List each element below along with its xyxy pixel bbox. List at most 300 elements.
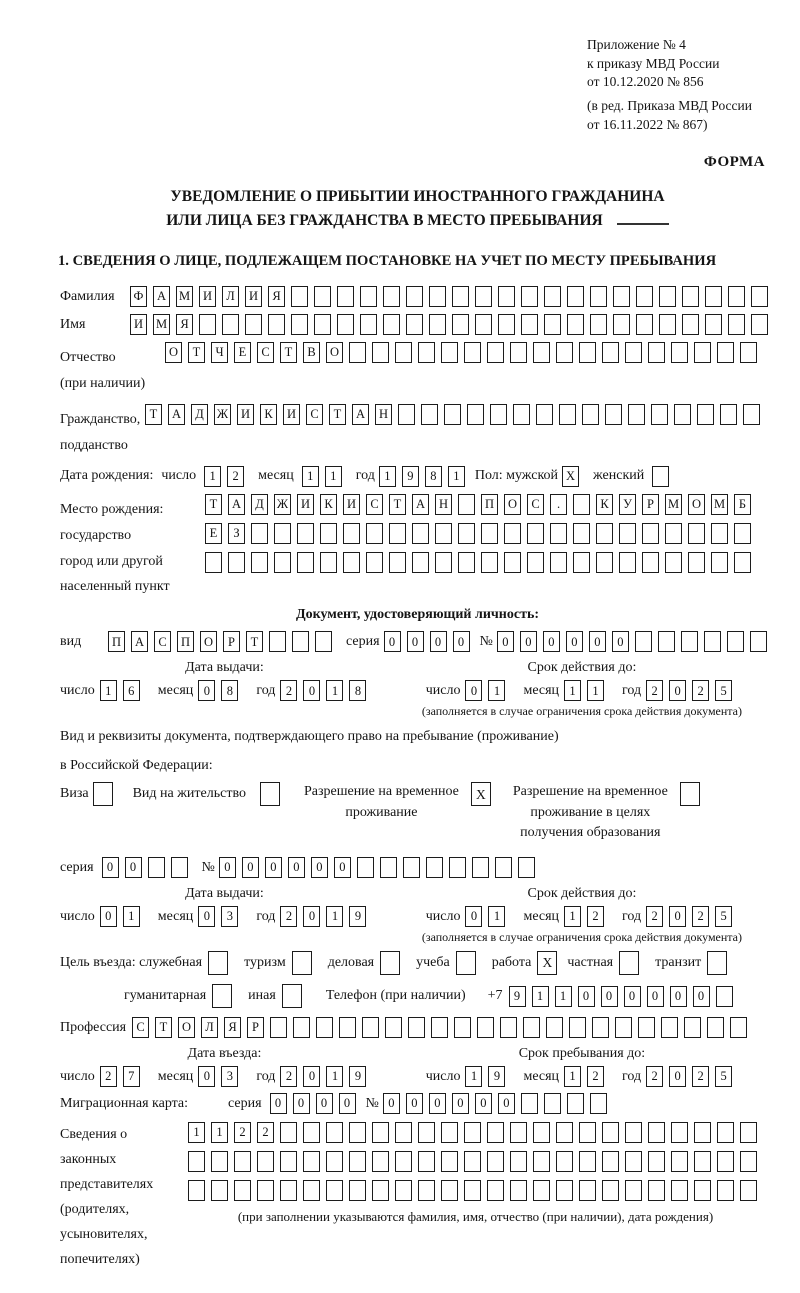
char-cell[interactable]: [536, 404, 553, 425]
char-cell[interactable]: А: [168, 404, 185, 425]
char-cell[interactable]: С: [257, 342, 274, 363]
char-cell[interactable]: 2: [234, 1122, 251, 1143]
char-cell[interactable]: [320, 523, 337, 544]
char-cell[interactable]: Т: [145, 404, 162, 425]
char-cell[interactable]: 2: [646, 906, 663, 927]
char-cell[interactable]: К: [596, 494, 613, 515]
char-cell[interactable]: [556, 1180, 573, 1201]
char-cell[interactable]: [343, 523, 360, 544]
char-cell[interactable]: Ж: [274, 494, 291, 515]
char-cell[interactable]: [527, 523, 544, 544]
char-cell[interactable]: [533, 1122, 550, 1143]
char-cell[interactable]: [625, 1122, 642, 1143]
char-cell[interactable]: [372, 1180, 389, 1201]
char-cell[interactable]: Я: [224, 1017, 241, 1038]
char-cell[interactable]: 0: [693, 986, 710, 1007]
char-cell[interactable]: [234, 1151, 251, 1172]
char-cell[interactable]: [270, 1017, 287, 1038]
char-cell[interactable]: 0: [334, 857, 351, 878]
char-cell[interactable]: [590, 286, 607, 307]
char-cell[interactable]: [343, 552, 360, 573]
char-cell[interactable]: 0: [452, 1093, 469, 1114]
char-cell[interactable]: 0: [303, 906, 320, 927]
char-cell[interactable]: [495, 857, 512, 878]
char-cell[interactable]: Т: [205, 494, 222, 515]
char-cell[interactable]: [550, 552, 567, 573]
char-cell[interactable]: 2: [280, 1066, 297, 1087]
char-cell[interactable]: [559, 404, 576, 425]
char-cell[interactable]: [682, 314, 699, 335]
char-cell[interactable]: 1: [123, 906, 140, 927]
char-cell[interactable]: [314, 286, 331, 307]
char-cell[interactable]: [349, 1180, 366, 1201]
char-cell[interactable]: 7: [123, 1066, 140, 1087]
char-cell[interactable]: 1: [564, 1066, 581, 1087]
char-cell[interactable]: 0: [465, 680, 482, 701]
char-cell[interactable]: Т: [246, 631, 263, 652]
char-cell[interactable]: Ж: [214, 404, 231, 425]
char-cell[interactable]: П: [177, 631, 194, 652]
char-cell[interactable]: 0: [265, 857, 282, 878]
char-cell[interactable]: 2: [692, 680, 709, 701]
char-cell[interactable]: [619, 951, 639, 975]
char-cell[interactable]: 0: [624, 986, 641, 1007]
char-cell[interactable]: 1: [448, 466, 465, 487]
char-cell[interactable]: [418, 1122, 435, 1143]
char-cell[interactable]: [619, 523, 636, 544]
char-cell[interactable]: [533, 1180, 550, 1201]
char-cell[interactable]: [648, 1180, 665, 1201]
char-cell[interactable]: [605, 404, 622, 425]
char-cell[interactable]: [728, 314, 745, 335]
char-cell[interactable]: А: [131, 631, 148, 652]
char-cell[interactable]: 2: [227, 466, 244, 487]
char-cell[interactable]: [395, 1151, 412, 1172]
char-cell[interactable]: [398, 404, 415, 425]
char-cell[interactable]: 2: [587, 906, 604, 927]
char-cell[interactable]: Т: [155, 1017, 172, 1038]
char-cell[interactable]: [638, 1017, 655, 1038]
char-cell[interactable]: [291, 314, 308, 335]
char-cell[interactable]: И: [245, 286, 262, 307]
char-cell[interactable]: [671, 1180, 688, 1201]
char-cell[interactable]: [648, 1122, 665, 1143]
char-cell[interactable]: [297, 523, 314, 544]
char-cell[interactable]: 1: [211, 1122, 228, 1143]
char-cell[interactable]: [389, 552, 406, 573]
char-cell[interactable]: А: [228, 494, 245, 515]
char-cell[interactable]: 1: [564, 680, 581, 701]
char-cell[interactable]: 2: [280, 680, 297, 701]
char-cell[interactable]: [684, 1017, 701, 1038]
char-cell[interactable]: [625, 1180, 642, 1201]
char-cell[interactable]: [688, 523, 705, 544]
char-cell[interactable]: [464, 1151, 481, 1172]
char-cell[interactable]: [510, 1151, 527, 1172]
char-cell[interactable]: [625, 342, 642, 363]
char-cell[interactable]: 0: [453, 631, 470, 652]
char-cell[interactable]: [199, 314, 216, 335]
char-cell[interactable]: [372, 1122, 389, 1143]
char-cell[interactable]: [697, 404, 714, 425]
char-cell[interactable]: [711, 552, 728, 573]
char-cell[interactable]: [349, 1151, 366, 1172]
char-cell[interactable]: 1: [488, 680, 505, 701]
char-cell[interactable]: [458, 552, 475, 573]
char-cell[interactable]: [680, 782, 700, 806]
char-cell[interactable]: 1: [587, 680, 604, 701]
char-cell[interactable]: [303, 1151, 320, 1172]
char-cell[interactable]: 0: [125, 857, 142, 878]
char-cell[interactable]: [707, 1017, 724, 1038]
char-cell[interactable]: [682, 286, 699, 307]
char-cell[interactable]: [431, 1017, 448, 1038]
char-cell[interactable]: [366, 523, 383, 544]
char-cell[interactable]: 2: [257, 1122, 274, 1143]
char-cell[interactable]: [458, 523, 475, 544]
char-cell[interactable]: Т: [188, 342, 205, 363]
char-cell[interactable]: [412, 552, 429, 573]
char-cell[interactable]: [658, 631, 675, 652]
char-cell[interactable]: [648, 342, 665, 363]
char-cell[interactable]: 1: [532, 986, 549, 1007]
char-cell[interactable]: Я: [268, 286, 285, 307]
char-cell[interactable]: 0: [498, 1093, 515, 1114]
char-cell[interactable]: [315, 631, 332, 652]
char-cell[interactable]: [251, 523, 268, 544]
char-cell[interactable]: С: [132, 1017, 149, 1038]
char-cell[interactable]: [326, 1122, 343, 1143]
char-cell[interactable]: [590, 1093, 607, 1114]
char-cell[interactable]: [727, 631, 744, 652]
char-cell[interactable]: [521, 1093, 538, 1114]
char-cell[interactable]: Ч: [211, 342, 228, 363]
char-cell[interactable]: О: [178, 1017, 195, 1038]
char-cell[interactable]: 3: [221, 906, 238, 927]
char-cell[interactable]: [544, 314, 561, 335]
char-cell[interactable]: 0: [589, 631, 606, 652]
char-cell[interactable]: [274, 552, 291, 573]
char-cell[interactable]: 1: [379, 466, 396, 487]
char-cell[interactable]: [339, 1017, 356, 1038]
char-cell[interactable]: Р: [223, 631, 240, 652]
char-cell[interactable]: [406, 314, 423, 335]
char-cell[interactable]: Д: [191, 404, 208, 425]
char-cell[interactable]: [734, 552, 751, 573]
char-cell[interactable]: 2: [280, 906, 297, 927]
char-cell[interactable]: [596, 552, 613, 573]
char-cell[interactable]: [481, 552, 498, 573]
char-cell[interactable]: 8: [349, 680, 366, 701]
char-cell[interactable]: [521, 286, 538, 307]
char-cell[interactable]: [717, 1122, 734, 1143]
char-cell[interactable]: [671, 1122, 688, 1143]
char-cell[interactable]: [441, 1122, 458, 1143]
char-cell[interactable]: [441, 1151, 458, 1172]
char-cell[interactable]: 8: [425, 466, 442, 487]
char-cell[interactable]: [510, 1180, 527, 1201]
char-cell[interactable]: [251, 552, 268, 573]
char-cell[interactable]: 3: [221, 1066, 238, 1087]
char-cell[interactable]: [314, 314, 331, 335]
char-cell[interactable]: [751, 286, 768, 307]
char-cell[interactable]: [613, 286, 630, 307]
char-cell[interactable]: С: [527, 494, 544, 515]
char-cell[interactable]: П: [481, 494, 498, 515]
char-cell[interactable]: 1: [326, 1066, 343, 1087]
char-cell[interactable]: 2: [692, 906, 709, 927]
char-cell[interactable]: [280, 1180, 297, 1201]
char-cell[interactable]: [740, 1180, 757, 1201]
char-cell[interactable]: [458, 494, 475, 515]
char-cell[interactable]: [292, 951, 312, 975]
char-cell[interactable]: 1: [100, 680, 117, 701]
char-cell[interactable]: [349, 342, 366, 363]
char-cell[interactable]: [518, 857, 535, 878]
char-cell[interactable]: Д: [251, 494, 268, 515]
char-cell[interactable]: 0: [303, 1066, 320, 1087]
char-cell[interactable]: 0: [407, 631, 424, 652]
char-cell[interactable]: [234, 1180, 251, 1201]
char-cell[interactable]: 8: [221, 680, 238, 701]
char-cell[interactable]: [661, 1017, 678, 1038]
char-cell[interactable]: [573, 552, 590, 573]
char-cell[interactable]: Е: [234, 342, 251, 363]
char-cell[interactable]: [556, 342, 573, 363]
char-cell[interactable]: Л: [222, 286, 239, 307]
char-cell[interactable]: [357, 857, 374, 878]
char-cell[interactable]: [625, 1151, 642, 1172]
char-cell[interactable]: [449, 857, 466, 878]
char-cell[interactable]: [435, 523, 452, 544]
char-cell[interactable]: Р: [642, 494, 659, 515]
char-cell[interactable]: [651, 404, 668, 425]
char-cell[interactable]: [513, 404, 530, 425]
char-cell[interactable]: 1: [488, 906, 505, 927]
char-cell[interactable]: 0: [102, 857, 119, 878]
char-cell[interactable]: [316, 1017, 333, 1038]
char-cell[interactable]: М: [153, 314, 170, 335]
char-cell[interactable]: 0: [669, 1066, 686, 1087]
char-cell[interactable]: [728, 286, 745, 307]
char-cell[interactable]: Е: [205, 523, 222, 544]
char-cell[interactable]: [498, 314, 515, 335]
char-cell[interactable]: 0: [429, 1093, 446, 1114]
char-cell[interactable]: 1: [555, 986, 572, 1007]
char-cell[interactable]: [665, 523, 682, 544]
char-cell[interactable]: 1: [564, 906, 581, 927]
char-cell[interactable]: 0: [270, 1093, 287, 1114]
char-cell[interactable]: 0: [520, 631, 537, 652]
char-cell[interactable]: И: [343, 494, 360, 515]
char-cell[interactable]: О: [165, 342, 182, 363]
char-cell[interactable]: [716, 986, 733, 1007]
char-cell[interactable]: [280, 1151, 297, 1172]
char-cell[interactable]: 0: [475, 1093, 492, 1114]
char-cell[interactable]: [596, 523, 613, 544]
char-cell[interactable]: [188, 1151, 205, 1172]
char-cell[interactable]: 0: [242, 857, 259, 878]
char-cell[interactable]: [694, 1122, 711, 1143]
char-cell[interactable]: О: [688, 494, 705, 515]
char-cell[interactable]: [380, 857, 397, 878]
char-cell[interactable]: [740, 1122, 757, 1143]
char-cell[interactable]: 0: [406, 1093, 423, 1114]
char-cell[interactable]: [659, 314, 676, 335]
char-cell[interactable]: [573, 523, 590, 544]
char-cell[interactable]: К: [320, 494, 337, 515]
char-cell[interactable]: [743, 404, 760, 425]
char-cell[interactable]: [395, 1122, 412, 1143]
char-cell[interactable]: [435, 552, 452, 573]
char-cell[interactable]: [734, 523, 751, 544]
char-cell[interactable]: [477, 1017, 494, 1038]
char-cell[interactable]: 5: [715, 906, 732, 927]
char-cell[interactable]: [395, 1180, 412, 1201]
char-cell[interactable]: 1: [465, 1066, 482, 1087]
char-cell[interactable]: [257, 1151, 274, 1172]
char-cell[interactable]: [222, 314, 239, 335]
char-cell[interactable]: 0: [383, 1093, 400, 1114]
char-cell[interactable]: 0: [430, 631, 447, 652]
char-cell[interactable]: [550, 523, 567, 544]
char-cell[interactable]: [297, 552, 314, 573]
char-cell[interactable]: 0: [543, 631, 560, 652]
char-cell[interactable]: [582, 404, 599, 425]
char-cell[interactable]: М: [711, 494, 728, 515]
char-cell[interactable]: [504, 523, 521, 544]
char-cell[interactable]: 0: [669, 680, 686, 701]
char-cell[interactable]: С: [306, 404, 323, 425]
char-cell[interactable]: [652, 466, 669, 487]
char-cell[interactable]: [228, 552, 245, 573]
char-cell[interactable]: [326, 1151, 343, 1172]
char-cell[interactable]: [659, 286, 676, 307]
char-cell[interactable]: [464, 342, 481, 363]
char-cell[interactable]: 2: [100, 1066, 117, 1087]
char-cell[interactable]: [573, 494, 590, 515]
char-cell[interactable]: [383, 314, 400, 335]
char-cell[interactable]: 9: [349, 1066, 366, 1087]
char-cell[interactable]: 1: [325, 466, 342, 487]
char-cell[interactable]: [291, 286, 308, 307]
char-cell[interactable]: [487, 1122, 504, 1143]
char-cell[interactable]: [212, 984, 232, 1008]
char-cell[interactable]: В: [303, 342, 320, 363]
char-cell[interactable]: [590, 314, 607, 335]
char-cell[interactable]: [642, 523, 659, 544]
char-cell[interactable]: [349, 1122, 366, 1143]
char-cell[interactable]: [452, 286, 469, 307]
char-cell[interactable]: Л: [201, 1017, 218, 1038]
char-cell[interactable]: [720, 404, 737, 425]
char-cell[interactable]: Ф: [130, 286, 147, 307]
char-cell[interactable]: [602, 1151, 619, 1172]
char-cell[interactable]: [636, 286, 653, 307]
char-cell[interactable]: [274, 523, 291, 544]
char-cell[interactable]: [360, 286, 377, 307]
char-cell[interactable]: [533, 1151, 550, 1172]
char-cell[interactable]: [464, 1180, 481, 1201]
char-cell[interactable]: 0: [198, 1066, 215, 1087]
char-cell[interactable]: О: [504, 494, 521, 515]
char-cell[interactable]: 1: [326, 906, 343, 927]
char-cell[interactable]: [205, 552, 222, 573]
char-cell[interactable]: [615, 1017, 632, 1038]
char-cell[interactable]: [521, 314, 538, 335]
char-cell[interactable]: [366, 552, 383, 573]
char-cell[interactable]: [546, 1017, 563, 1038]
char-cell[interactable]: [454, 1017, 471, 1038]
char-cell[interactable]: [648, 1151, 665, 1172]
char-cell[interactable]: А: [412, 494, 429, 515]
char-cell[interactable]: [635, 631, 652, 652]
char-cell[interactable]: [268, 314, 285, 335]
char-cell[interactable]: [717, 1151, 734, 1172]
char-cell[interactable]: [421, 404, 438, 425]
char-cell[interactable]: О: [326, 342, 343, 363]
char-cell[interactable]: 1: [188, 1122, 205, 1143]
char-cell[interactable]: 0: [465, 906, 482, 927]
char-cell[interactable]: [740, 1151, 757, 1172]
char-cell[interactable]: Б: [734, 494, 751, 515]
char-cell[interactable]: 0: [612, 631, 629, 652]
char-cell[interactable]: [380, 951, 400, 975]
char-cell[interactable]: [326, 1180, 343, 1201]
char-cell[interactable]: 9: [488, 1066, 505, 1087]
char-cell[interactable]: 0: [339, 1093, 356, 1114]
char-cell[interactable]: [740, 342, 757, 363]
char-cell[interactable]: 0: [293, 1093, 310, 1114]
char-cell[interactable]: [556, 1122, 573, 1143]
char-cell[interactable]: [303, 1180, 320, 1201]
char-cell[interactable]: [500, 1017, 517, 1038]
char-cell[interactable]: [320, 552, 337, 573]
char-cell[interactable]: 0: [198, 680, 215, 701]
char-cell[interactable]: [171, 857, 188, 878]
char-cell[interactable]: [475, 314, 492, 335]
char-cell[interactable]: [188, 1180, 205, 1201]
char-cell[interactable]: [642, 552, 659, 573]
char-cell[interactable]: 0: [669, 906, 686, 927]
char-cell[interactable]: [510, 1122, 527, 1143]
char-cell[interactable]: Я: [176, 314, 193, 335]
char-cell[interactable]: 0: [219, 857, 236, 878]
char-cell[interactable]: [403, 857, 420, 878]
char-cell[interactable]: [567, 286, 584, 307]
char-cell[interactable]: [269, 631, 286, 652]
char-cell[interactable]: 0: [198, 906, 215, 927]
char-cell[interactable]: 0: [311, 857, 328, 878]
char-cell[interactable]: 0: [100, 906, 117, 927]
char-cell[interactable]: [456, 951, 476, 975]
char-cell[interactable]: [750, 631, 767, 652]
char-cell[interactable]: 9: [509, 986, 526, 1007]
char-cell[interactable]: И: [297, 494, 314, 515]
char-cell[interactable]: [674, 404, 691, 425]
char-cell[interactable]: [389, 523, 406, 544]
char-cell[interactable]: 0: [384, 631, 401, 652]
char-cell[interactable]: [257, 1180, 274, 1201]
char-cell[interactable]: [426, 857, 443, 878]
char-cell[interactable]: Т: [389, 494, 406, 515]
char-cell[interactable]: [510, 342, 527, 363]
char-cell[interactable]: [694, 342, 711, 363]
char-cell[interactable]: [717, 342, 734, 363]
char-cell[interactable]: [717, 1180, 734, 1201]
char-cell[interactable]: 0: [316, 1093, 333, 1114]
char-cell[interactable]: С: [154, 631, 171, 652]
